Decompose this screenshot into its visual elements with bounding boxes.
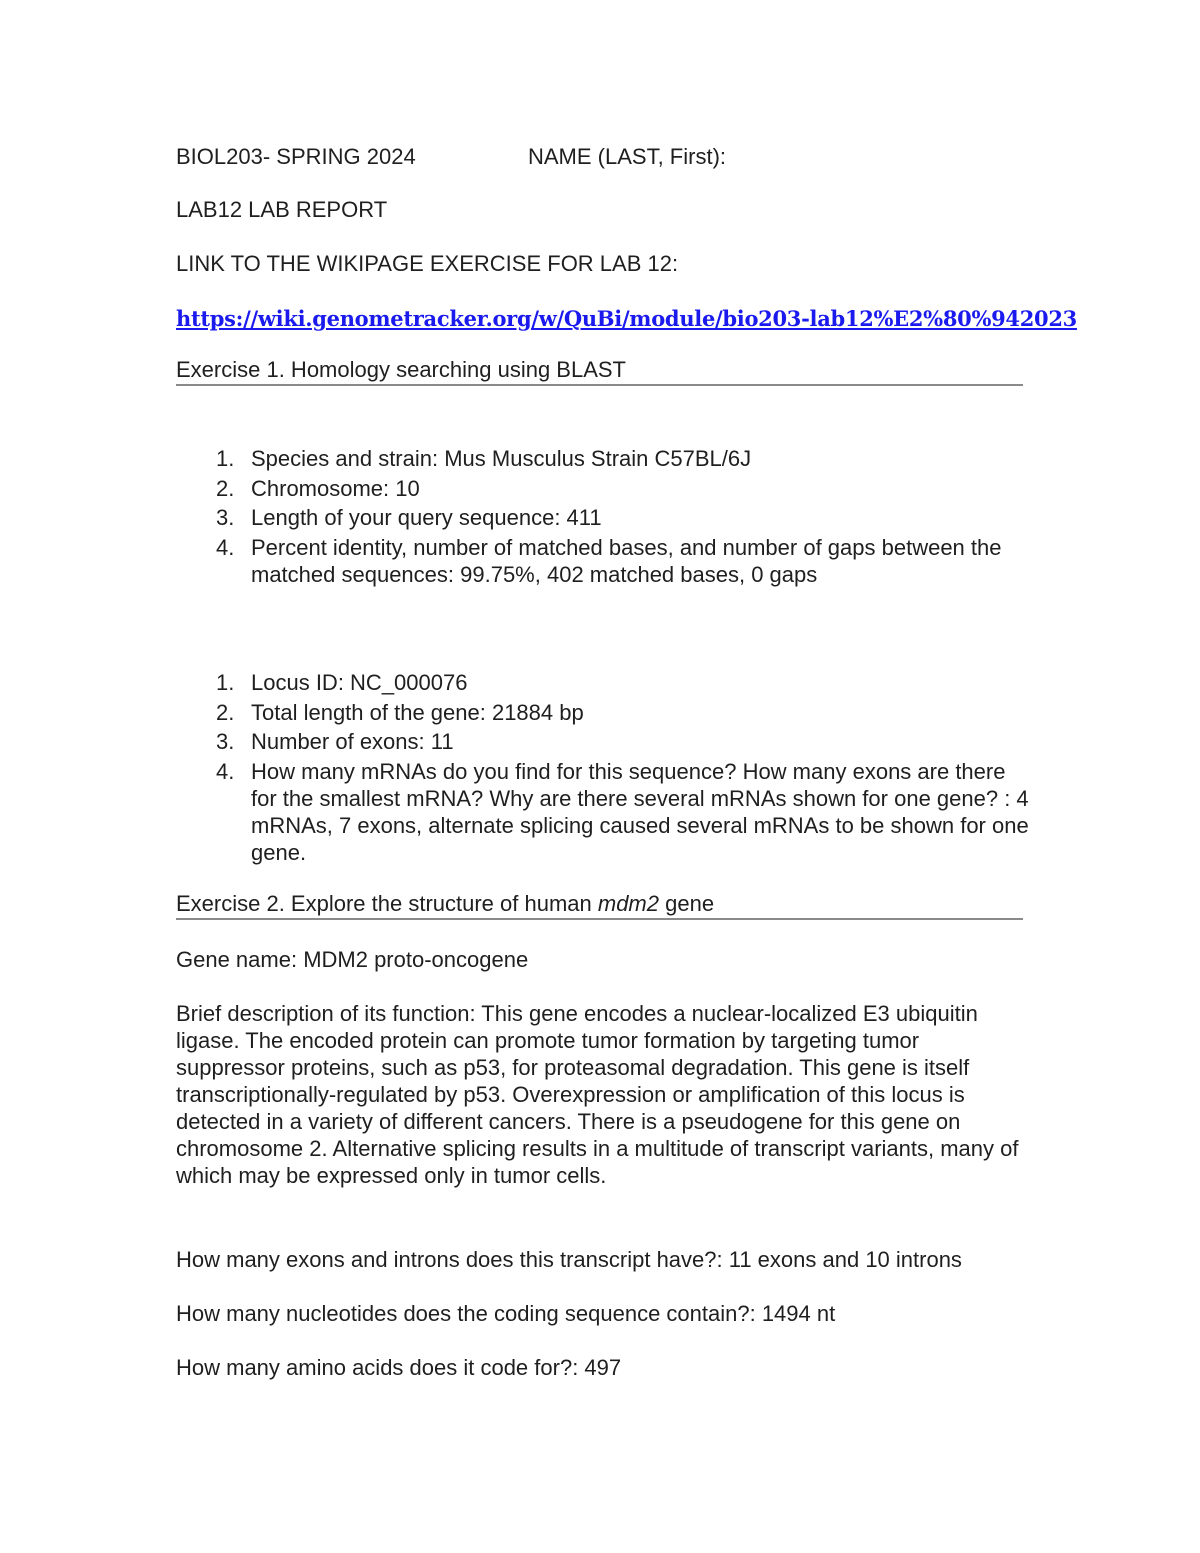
list-item	[176, 669, 1036, 696]
exercise1-list-b	[176, 669, 1036, 868]
question-amino-acids: How many amino acids does it code for?: 497	[176, 1355, 622, 1380]
course-label: BIOL203- SPRING 2024	[176, 144, 416, 169]
exercise2-heading-pre: Exercise 2. Explore the structure of human	[176, 891, 598, 916]
gene-name: Gene name: MDM2 proto-oncogene	[176, 947, 529, 972]
list-item-text: Total length of the gene: 21884 bp	[251, 699, 584, 725]
list-number: 1.	[216, 670, 235, 695]
list-number: 2.	[216, 699, 235, 725]
list-item-text: Percent identity, number of matched bases, and number of gaps between the matched sequences: 99.75%, 402 matched bases, 0 gaps	[251, 534, 1002, 587]
list-item	[176, 758, 1036, 866]
list-item	[176, 445, 1036, 472]
list-item-text: How many mRNAs do you find for this sequence? How many exons are there for the smallest mRNA? Why are there several mRNAs shown for one gene? : 4 mRNAs, 7 exons, alternate splicing caused several mRNAs to be shown for one gene.	[251, 758, 1029, 865]
question-nucleotides: How many nucleotides does the coding sequence contain?: 1494 nt	[176, 1301, 836, 1326]
list-item-text: Locus ID: NC_000076	[251, 670, 468, 695]
list-number: 1.	[216, 446, 235, 471]
list-number: 3.	[216, 729, 235, 754]
question-exons: How many exons and introns does this transcript have?: 11 exons and 10 introns	[176, 1247, 962, 1272]
exercise2-heading	[176, 890, 1023, 920]
list-number: 3.	[216, 505, 235, 530]
list-number: 4.	[216, 758, 235, 784]
list-item	[176, 699, 1036, 726]
list-item	[176, 504, 1036, 531]
list-item-text: Number of exons: 11	[251, 729, 454, 754]
link-label: LINK TO THE WIKIPAGE EXERCISE FOR LAB 12:	[176, 251, 679, 276]
list-item	[176, 534, 1036, 588]
list-item-text: Length of your query sequence: 411	[251, 505, 602, 530]
exercise2-heading-gene: mdm2	[597, 891, 659, 916]
list-item	[176, 475, 1036, 502]
list-number: 4.	[216, 534, 235, 560]
list-number: 2.	[216, 475, 235, 501]
wiki-link[interactable]: https://wiki.genometracker.org/w/QuBi/module/bio203-lab12%E2%80%942023	[176, 306, 1077, 331]
list-item	[176, 728, 1036, 755]
name-label: NAME (LAST, First):	[528, 144, 727, 169]
list-item-text: Chromosome: 10	[251, 475, 420, 501]
exercise2-heading-post: gene	[659, 891, 715, 916]
report-title: LAB12 LAB REPORT	[176, 197, 388, 222]
wiki-link-line	[176, 305, 1077, 332]
exercise1-heading: Exercise 1. Homology searching using BLAST	[176, 356, 1023, 386]
gene-description: Brief description of its function: This gene encodes a nuclear-localized E3 ubiquitin ligase. The encoded protein can promote tumor formation by targeting tumor suppressor proteins, such as p53, for proteasomal degradation. This gene is itself transcriptionally-regulated by p53. Overexpression or amplification of this locus is detected in a variety of different cancers. There is a pseudogene for this gene on chromosome 2. Alternative splicing results in a multitude of transcript variants, many of which may be expressed only in tumor cells.	[176, 1001, 1019, 1188]
exercise1-list-a	[176, 445, 1036, 590]
list-item-text: Species and strain: Mus Musculus Strain C57BL/6J	[251, 446, 752, 471]
